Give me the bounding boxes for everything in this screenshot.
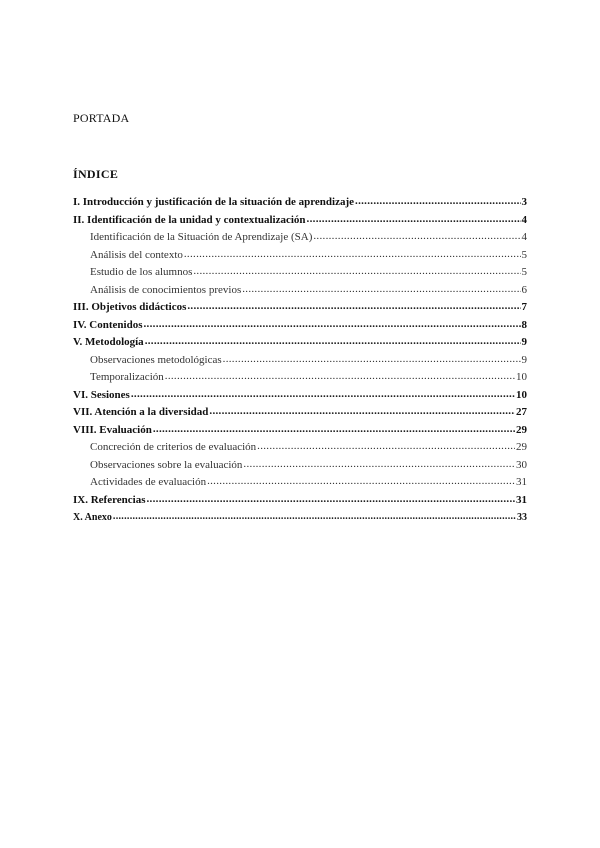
toc-entry-anexo[interactable] [73, 509, 527, 527]
toc-dot-leader [165, 369, 515, 380]
toc-dot-leader [223, 352, 521, 363]
toc-entry-title: IX. Referencias [73, 493, 146, 506]
toc-entry-title: VIII. Evaluación [73, 423, 152, 436]
toc-entry-page: 30 [516, 458, 527, 471]
toc-entry-page: 3 [521, 196, 527, 208]
toc-entry-title: Estudio de los alumnos [90, 266, 193, 278]
toc-entry-contenidos[interactable] [73, 317, 527, 335]
toc-entry-metodologia[interactable] [73, 334, 527, 352]
toc-entry-title: Temporalización [90, 371, 164, 383]
toc-entry-analisis-contexto[interactable] [73, 247, 527, 265]
toc-entry-page: 31 [516, 476, 527, 488]
toc-entry-title: IV. Contenidos [73, 318, 143, 331]
toc-dot-leader [193, 264, 520, 275]
toc-dot-leader [209, 404, 515, 415]
toc-entry-page: 31 [516, 493, 527, 506]
toc-entry-page: 9 [521, 336, 527, 348]
toc-entry-referencias[interactable] [73, 492, 527, 510]
toc-dot-leader [243, 457, 515, 468]
toc-entry-identificacion-unidad[interactable] [73, 212, 527, 230]
toc-dot-leader [144, 317, 521, 328]
table-of-contents [73, 194, 527, 527]
toc-entry-page: 9 [521, 353, 527, 366]
toc-entry-title: Concreción de criterios de evaluación [90, 441, 257, 453]
toc-entry-sesiones[interactable] [73, 387, 527, 405]
toc-entry-title: Análisis del contexto [90, 248, 183, 261]
toc-entry-title: II. Identificación de la unidad y contextualización [73, 213, 306, 226]
portada-heading: PORTADA [73, 111, 130, 125]
toc-entry-objetivos[interactable] [73, 299, 527, 317]
toc-entry-title: V. Metodología [73, 336, 144, 348]
toc-entry-identificacion-sa[interactable] [73, 229, 527, 247]
toc-entry-page: 8 [521, 318, 527, 331]
toc-entry-atencion-diversidad[interactable] [73, 404, 527, 422]
toc-dot-leader [355, 194, 520, 205]
toc-entry-title: VI. Sesiones [73, 388, 130, 401]
index-title: ÍNDICE [73, 167, 119, 181]
toc-entry-evaluacion[interactable] [73, 422, 527, 440]
toc-dot-leader [184, 247, 521, 258]
toc-entry-introduccion[interactable] [73, 194, 527, 212]
toc-entry-page: 10 [516, 388, 527, 401]
toc-entry-page: 5 [521, 266, 527, 278]
toc-dot-leader [313, 229, 520, 240]
toc-dot-leader [131, 387, 515, 398]
toc-dot-leader [207, 474, 515, 485]
toc-dot-leader [147, 492, 516, 503]
toc-dot-leader [145, 334, 521, 345]
toc-entry-actividades-evaluacion[interactable] [73, 474, 527, 492]
toc-entry-page: 27 [516, 406, 527, 418]
toc-dot-leader [153, 422, 515, 433]
toc-entry-page: 10 [516, 371, 527, 383]
toc-entry-estudio-alumnos[interactable] [73, 264, 527, 282]
toc-dot-leader [257, 439, 515, 450]
toc-dot-leader [242, 282, 520, 293]
toc-entry-title: Observaciones sobre la evaluación [90, 458, 243, 471]
toc-entry-page: 4 [521, 231, 527, 243]
toc-entry-observaciones-metodologicas[interactable] [73, 352, 527, 370]
toc-entry-page: 7 [521, 301, 527, 313]
toc-entry-title: X. Anexo [73, 512, 112, 523]
toc-entry-title: III. Objetivos didácticos [73, 301, 187, 313]
toc-entry-page: 29 [516, 423, 527, 436]
toc-entry-criterios-evaluacion[interactable] [73, 439, 527, 457]
toc-dot-leader [113, 509, 516, 520]
toc-entry-page: 5 [521, 248, 527, 261]
toc-entry-page: 29 [516, 441, 527, 453]
toc-entry-title: Observaciones metodológicas [90, 353, 222, 366]
toc-entry-page: 6 [521, 283, 527, 296]
toc-entry-temporalizacion[interactable] [73, 369, 527, 387]
toc-entry-observaciones-evaluacion[interactable] [73, 457, 527, 475]
toc-entry-title: I. Introducción y justificación de la situación de aprendizaje [73, 196, 355, 208]
toc-dot-leader [187, 299, 520, 310]
toc-entry-conocimientos-previos[interactable] [73, 282, 527, 300]
toc-entry-title: Actividades de evaluación [90, 476, 207, 488]
toc-entry-title: Identificación de la Situación de Aprendizaje (SA) [90, 231, 313, 243]
toc-entry-title: Análisis de conocimientos previos [90, 283, 242, 296]
toc-entry-page: 33 [517, 512, 527, 523]
toc-dot-leader [307, 212, 521, 223]
toc-entry-title: VII. Atención a la diversidad [73, 406, 209, 418]
toc-entry-page: 4 [521, 213, 527, 226]
